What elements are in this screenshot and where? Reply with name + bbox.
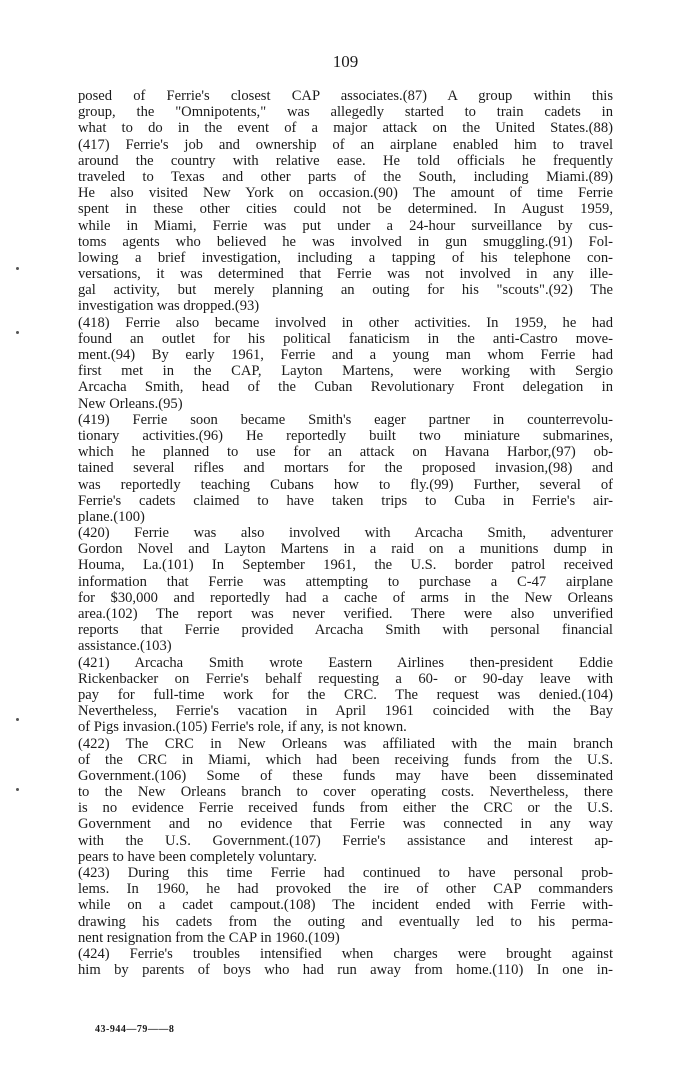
text-line: reports that Ferrie provided Arcacha Smith with personal financial xyxy=(78,622,613,639)
text-line: to the New Orleans branch to cover operating costs. Nevertheless, there xyxy=(78,784,613,801)
margin-mark xyxy=(16,788,19,791)
text-line: first met in the CAP, Layton Martens, were working with Sergio xyxy=(78,363,613,380)
text-line: tionary activities.(96) He reportedly built two miniature submarines, xyxy=(78,427,613,444)
text-line: Government and no evidence that Ferrie was connected in any way xyxy=(78,816,613,833)
text-line: around the country with relative ease. He told officials he frequently xyxy=(78,152,613,169)
margin-mark xyxy=(16,331,19,334)
text-line: nent resignation from the CAP in 1960.(109) xyxy=(78,929,340,946)
text-line: investigation was dropped.(93) xyxy=(78,298,260,315)
text-line: spent in these other cities could not be determined. In August 1959, xyxy=(78,201,613,218)
text-line: (421) Arcacha Smith wrote Eastern Airlines then-president Eddie xyxy=(78,654,613,671)
text-line: information that Ferrie was attempting to purchase a C-47 airplane xyxy=(78,573,613,590)
text-line: which he planned to use for an attack on Havana Harbor,(97) ob- xyxy=(78,444,613,461)
page-number: 109 xyxy=(332,52,359,71)
text-line: Houma, La.(101) In September 1961, the U.S. border patrol received xyxy=(78,557,613,574)
text-line: (423) During this time Ferrie had continued to have personal prob- xyxy=(78,865,613,881)
text-line: traveled to Texas and other parts of the South, including Miami.(89) xyxy=(78,168,613,185)
text-line: Gordon Novel and Layton Martens in a raid on a munitions dump in xyxy=(78,541,613,558)
text-line: while on a cadet campout.(108) The incident ended with Ferrie with- xyxy=(78,897,613,914)
document-body xyxy=(78,88,613,978)
text-line: Nevertheless, Ferrie's vacation in April 1961 coincided with the Bay xyxy=(78,703,613,720)
text-line: (420) Ferrie was also involved with Arcacha Smith, adventurer xyxy=(78,525,613,542)
text-line: group, the "Omnipotents," was allegedly started to train cadets in xyxy=(78,104,613,121)
text-line: found an outlet for his political fanaticism in the anti-Castro move- xyxy=(78,330,613,347)
text-line: versations, it was determined that Ferrie was not involved in any ille- xyxy=(78,266,613,283)
text-line: while in Miami, Ferrie was put under a 24-hour surveillance by cus- xyxy=(78,217,613,234)
text-line: ment.(94) By early 1961, Ferrie and a young man whom Ferrie had xyxy=(78,347,613,363)
text-line: Government.(106) Some of these funds may have been disseminated xyxy=(78,767,613,784)
text-line: New Orleans.(95) xyxy=(78,395,183,412)
text-line: lems. In 1960, he had provoked the ire of other CAP commanders xyxy=(78,881,613,898)
text-line: drawing his cadets from the outing and eventually led to his perma- xyxy=(78,913,613,930)
text-line: of Pigs invasion.(105) Ferrie's role, if any, is not known. xyxy=(78,719,407,736)
text-line: gal activity, but merely planning an outing for his "scouts".(92) The xyxy=(78,282,613,299)
text-line: area.(102) The report was never verified. There were also unverified xyxy=(78,606,613,622)
text-line: pears to have been completely voluntary. xyxy=(78,848,317,865)
text-line: pay for full-time work for the CRC. The request was denied.(104) xyxy=(78,686,613,703)
text-line: He also visited New York on occasion.(90) The amount of time Ferrie xyxy=(78,185,613,202)
text-line: Rickenbacker on Ferrie's behalf requesting a 60- or 90-day leave with xyxy=(78,670,613,687)
text-line: was reportedly teaching Cubans how to fly.(99) Further, several of xyxy=(78,476,613,493)
text-line: (418) Ferrie also became involved in other activities. In 1959, he had xyxy=(78,314,613,331)
text-line: posed of Ferrie's closest CAP associates.(87) A group within this xyxy=(78,88,613,104)
text-line: tained several rifles and mortars for the proposed invasion,(98) and xyxy=(78,460,613,477)
text-line: with the U.S. Government.(107) Ferrie's assistance and interest ap- xyxy=(78,832,613,849)
margin-mark xyxy=(16,718,19,721)
text-line: what to do in the event of a major attack on the United States.(88) xyxy=(78,120,613,137)
text-line: assistance.(103) xyxy=(78,638,172,655)
text-line: for $30,000 and reportedly had a cache of arms in the New Orleans xyxy=(78,589,613,606)
footer-code: 43-944—79——8 xyxy=(95,1024,175,1035)
text-line: (424) Ferrie's troubles intensified when charges were brought against xyxy=(78,945,613,962)
text-line: lowing a brief investigation, including a tapping of his telephone con- xyxy=(78,249,613,266)
text-line: (422) The CRC in New Orleans was affiliated with the main branch xyxy=(78,735,613,752)
text-line: plane.(100) xyxy=(78,508,145,525)
text-line: (419) Ferrie soon became Smith's eager partner in counterrevolu- xyxy=(78,411,613,428)
text-line: of the CRC in Miami, which had been receiving funds from the U.S. xyxy=(78,751,613,768)
margin-mark xyxy=(16,267,19,270)
text-line: Ferrie's cadets claimed to have taken trips to Cuba in Ferrie's air- xyxy=(78,492,613,509)
text-line: toms agents who believed he was involved in gun smuggling.(91) Fol- xyxy=(78,233,613,250)
text-line: is no evidence Ferrie received funds from either the CRC or the U.S. xyxy=(78,800,613,817)
text-line: him by parents of boys who had run away from home.(110) In one in- xyxy=(78,962,613,979)
text-line: Arcacha Smith, head of the Cuban Revolutionary Front delegation in xyxy=(78,379,613,396)
text-line: (417) Ferrie's job and ownership of an airplane enabled him to travel xyxy=(78,136,613,153)
